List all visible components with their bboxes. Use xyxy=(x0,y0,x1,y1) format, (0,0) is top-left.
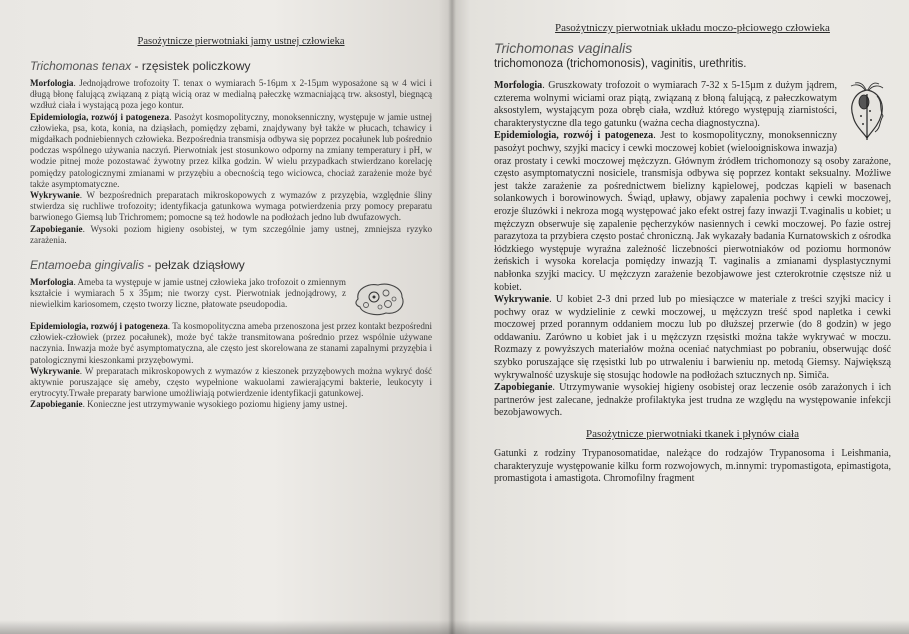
species-name: Entamoeba gingivalis xyxy=(30,258,145,273)
paragraph-zapobieganie: Zapobieganie. Utrzymywanie wysokiej higieny osobistej oraz leczenie osób zarażonych i ich partnerów jest zalecane, jednakże profilaktyka jest trudna ze względu na występowanie infekcji bezobjawowych. xyxy=(494,382,891,419)
disease-subtitle: trichomonoza (trichomonosis), vaginitis, urethritis. xyxy=(494,58,747,70)
species-title-trichomonas-vaginalis: Trichomonas vaginalis xyxy=(494,40,633,56)
amoeba-illustration xyxy=(352,279,408,319)
paragraph-wykrywanie: Wykrywanie. W preparatach mikroskopowych z wymazów z kieszonek przyzębowych można wykryć dość aktywnie poruszające się ameby, często wypełnione wakuolami zawierającymi bakterie, leukocyty i erytrocyty.Trwałe preparaty barwione umożliwiają potwierdzenie identyfikacji gatunkowej. xyxy=(30,365,432,399)
page-bottom-shadow xyxy=(0,620,909,634)
common-name: - rzęsistek policzkowy xyxy=(131,59,251,73)
paragraph-wykrywanie: Wykrywanie. W bezpośrednich preparatach mikroskopowych z wymazów z przyzębia, względnie śliny stwierdza się ruchliwe trofozoity; identyfikacja gatunkowa wymaga potwierdzenia przy pomocy preparatu barwionego Giemsą lub Trichromem; pomocne są też hodowle na podłożach jedno lub dwufazowych. xyxy=(30,190,432,223)
section-title-trichomonas-tenax xyxy=(30,59,432,74)
right-page-header: Pasożytniczy pierwotniak układu moczo-płciowego człowieka xyxy=(555,22,830,34)
paragraph-epidemiologia: Epidemiologia, rozwój i patogeneza. Pasożyt kosmopolityczny, monoksenniczny, występuje w jamie ustnej człowieka, psa, kota, konia, na dziąsłach, pomiędzy zębami, znajdywany był także w płucach, tchawicy i migdałkach podniebiennych człowieka. Bezpośrednia transmisja odbywa się poprzez pocałunek lub pośrednio podczas wspólnego używania naczyń. Pierwotniak jest stosunkowo odporny na zmiany temperatury i pH, w wodzie pitnej może pozostawać żywotny przez kilka godzin. W wielu przypadkach stwierdzano korelację pomiędzy patologicznymi zmianami w przyzębiu a obecnością tego wiciowca, chociaż zarażenie może być także asymptomatyczne. xyxy=(30,111,432,189)
entamoeba-block xyxy=(30,277,432,321)
paragraph-epidemiologia: Epidemiologia, rozwój i patogeneza. Jest to kosmopolityczny, monoksenniczny pasożyt pochwy, szyjki macicy i cewki moczowej kobiet (wielooigniskowa inwazja) oraz prostaty i cewki moczowej mężczyzn. Głównym źródłem trichomonozy są osoby zarażone, często asymptomatyczni nosiciele, transmisja odbywa się poprzez kontakt seksualny. Możliwe jest także zarażenie za pośrednictwem bielizny kąpielowej, podczas kąpieli w basenach solankowych i borowinowych. Świąd, upławy, objawy zapalenia pochwy i cewki moczowej, erozje śluzówki i nekroza mogą występować jako efekt ostrej fazy inwazji T.vaginalis u kobiet; u mężczyzn obserwuje się zapalenie pęcherzyków nasiennych i cewki moczowej. Po fazie ostrej parazytoza ta przybiera często postać chroniczną. Jak wykazały badania Kurnatowskich z ośrodka łódzkiego występuje wyraźna zależność liczebności pierwotniaków od poziomu hormonów żeńskich i wysoka korelacja pomiędzy inwazją T. vaginalis a zmianami dysplastycznymi nabłonka szyjki macicy. U mężczyzn zarażenie bezobjawowe jest czterokrotnie częstsze niż u kobiet. xyxy=(494,130,891,293)
paragraph-zapobieganie: Zapobieganie. Wysoki poziom higieny osobistej, w tym szczególnie jamy ustnej, zmniejsza ryzyko zarażenia. xyxy=(30,223,432,245)
next-section-text: Gatunki z rodziny Trypanosomatidae, należące do rodzajów Trypanosoma i Leishmania, charakteryzuje występowanie kilku form rozwojowych, m.innymi: trypomastigota, epimastigota, promastigota i amastigota. Chromofilny fragment xyxy=(494,448,891,485)
paragraph-morfologia: Morfologia. Ameba ta występuje w jamie ustnej człowieka jako trofozoit o zmiennym kształcie i wymiarach 5 x 35µm; nie tworzy cyst. Pierwotniak jednojądrowy, z niewielkim kariosomem, często tworzy liczne, płatowate pseudopodia. xyxy=(30,277,346,310)
paragraph-zapobieganie: Zapobieganie. Konieczne jest utrzymywanie wysokiego poziomu higieny jamy ustnej. xyxy=(30,399,348,410)
right-page xyxy=(452,0,909,634)
trichomonas-illustration xyxy=(843,82,891,142)
left-page xyxy=(0,0,452,634)
paragraph-wykrywanie: Wykrywanie. U kobiet 2-3 dni przed lub po miesiączce w materiale z treści szyjki macicy i pochwy oraz w wydzielinie z cewki moczowej, u mężczyzn treść spod napletka i cewki moczowej przed porannym oddaniem moczu lub po dłuższej przerwie (do 8 godzin) w jego oddawaniu. Zarówno u kobiet jak i u mężczyzn rzęsistki można także wykrywać w moczu. Rozmazy z powyższych materiałów można oceniać natychmiast po pobraniu, obserwując dość szybko poruszające się rzęsistki lub po utrwaleniu i barwieniu np. metodą Giemsy. Największą wykrywalność uzyskuje się stosując hodowle na podłożach sztucznych np. Simiča. xyxy=(494,294,891,381)
next-section-header: Pasożytnicze pierwotniaki tkanek i płynów ciała xyxy=(586,428,799,441)
vaginalis-block xyxy=(494,80,891,294)
common-name: - pełzak dziąsłowy xyxy=(144,258,245,273)
paragraph-morfologia: Morfologia. Jednojądrowe trofozoity T. tenax o wymiarach 5-16µm x 2-15µm wyposażone są w 4 wici i długą błonę falującą związaną z piątą wicią oraz w medialną pałeczkę wzmacniającą trw. aksostyl, biegnącą wzdłuż ciała i wystającą poza jego kontur. xyxy=(30,78,432,111)
species-name: Trichomonas tenax xyxy=(30,59,132,73)
paragraph-morfologia: Morfologia. Gruszkowaty trofozoit o wymiarach 7-32 x 5-15µm z dużym jądrem, czterema wolnymi wiciami oraz piątą, związaną z błoną falującą, z pałeczkowatym aksostylem, wystającym poza obręb ciała, wzdłuż którego występują ziarnistości, charakterystyczne dla tego gatunku (ważna cecha diagnostyczna). xyxy=(494,80,837,129)
book-fold xyxy=(448,0,456,634)
paragraph-epidemiologia: Epidemiologia, rozwój i patogeneza. Ta kosmopolityczna ameba przenoszona jest przez kontakt bezpośredni człowiek-człowiek (przez pocałunek), może być także transmitowana pośrednio przez wspólnie używane naczynia. Inwazja może być asymptomatyczna, ale często jest skorelowana ze stanami zapalnymi przyzębia i patologicznymi kieszonkami przyzębowymi. xyxy=(30,321,432,365)
left-page-header: Pasożytnicze pierwotniaki jamy ustnej człowieka xyxy=(137,36,345,47)
section-title-entamoeba-gingivalis xyxy=(30,258,432,273)
